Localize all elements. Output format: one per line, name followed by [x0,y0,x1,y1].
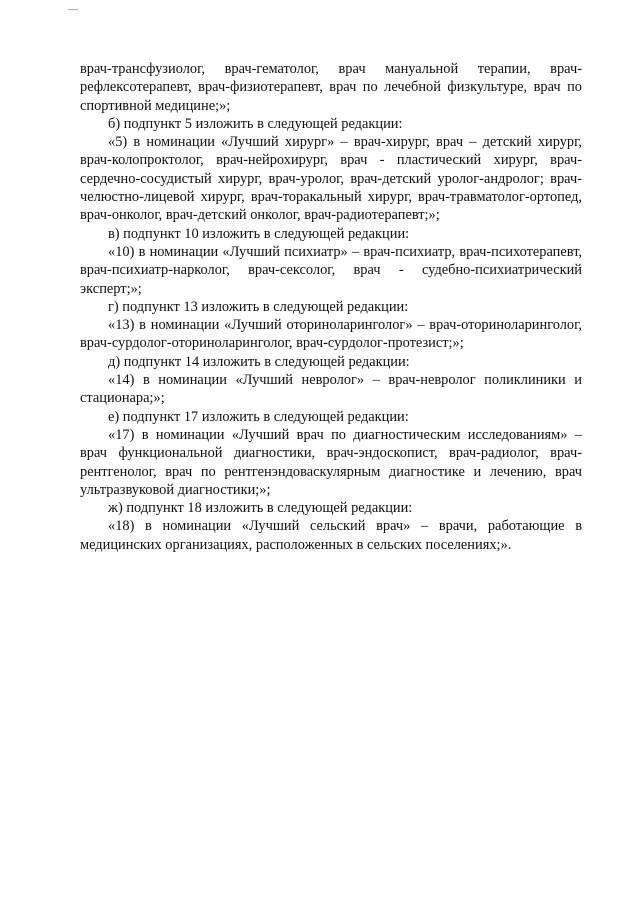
paragraph-nomination-rural-doctor: «18) в номинации «Лучший сельский врач» – врачи, работающие в медицинских организациях, расположенных в сельских поселениях;». [80,518,582,553]
paragraph-amendment-e: е) подпункт 17 изложить в следующей редакции: [108,408,409,425]
paragraph-nomination-otorhinolaryngologist: «13) в номинации «Лучший оториноларинголог» – врач-оториноларинголог, врач-сурдолог-оториноларинголог, врач-сурдолог-протезист;»; [80,317,582,352]
paragraph-amendment-zh: ж) подпункт 18 изложить в следующей редакции: [108,500,413,517]
paragraph-amendment-g: г) подпункт 13 изложить в следующей редакции: [108,298,409,315]
document-body [80,60,582,554]
paragraph-amendment-b: б) подпункт 5 изложить в следующей редакции: [108,115,403,132]
paragraph-nomination-surgeon: «5) в номинации «Лучший хирург» – врач-хирург, врач – детский хирург, врач-колопроктолог, врач-нейрохирург, врач - пластический хирург, врач-сердечно-сосудистый хирург, врач-уролог, врач-детский уролог-андролог; врач-челюстно-лицевой хирург, врач-торакальный хирург, врач-травматолог-ортопед, врач-онколог, врач-детский онколог, врач-радиотерапевт;»; [80,134,582,224]
scan-artifact-mark [68,9,78,10]
paragraph-amendment-v: в) подпункт 10 изложить в следующей редакции: [108,225,410,242]
paragraph-continuation: врач-трансфузиолог, врач-гематолог, врач мануальной терапии, врач-рефлексотерапевт, врач-физиотерапевт, врач по лечебной физкультуре, врач по спортивной медицине;»; [80,61,582,114]
paragraph-nomination-neurologist: «14) в номинации «Лучший невролог» – врач-невролог поликлиники и стационара;»; [80,372,582,407]
paragraph-nomination-diagnostics: «17) в номинации «Лучший врач по диагностическим исследованиям» – врач функциональной диагностики, врач-эндоскопист, врач-радиолог, врач-рентгенолог, врач по рентгенэндоваскулярным диагностике и лечению, врач ультразвуковой диагностики;»; [80,426,582,498]
paragraph-amendment-d: д) подпункт 14 изложить в следующей редакции: [108,353,410,370]
paragraph-nomination-psychiatrist: «10) в номинации «Лучший психиатр» – врач-психиатр, врач-психотерапевт, врач-психиатр-нарколог, врач-сексолог, врач - судебно-психиатрический эксперт;»; [80,243,582,297]
